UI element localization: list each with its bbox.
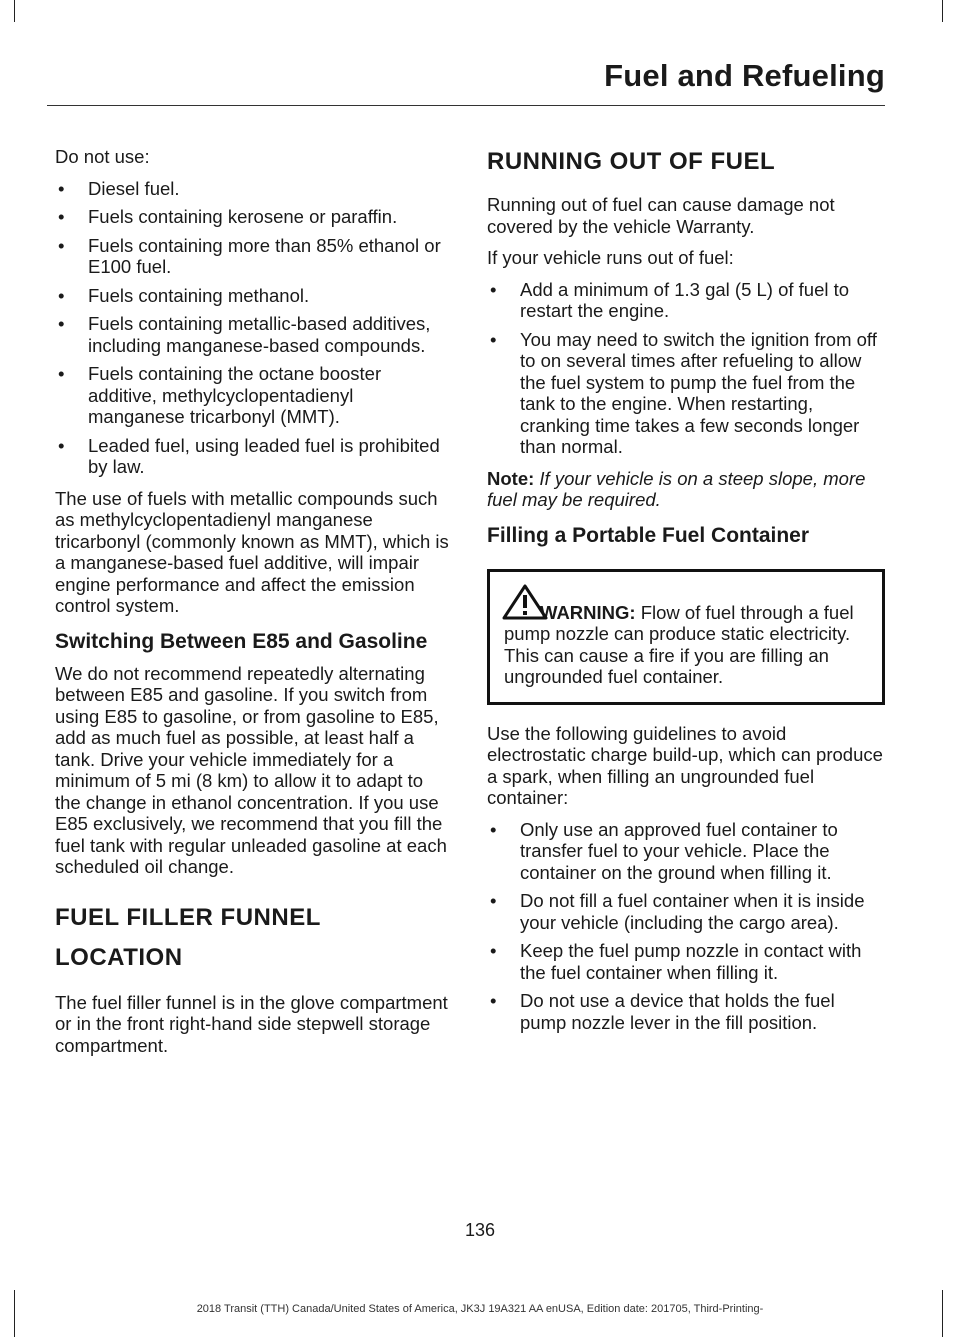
list-item: • Only use an approved fuel container to transfer fuel to your vehicle. Place the container on the ground when filling it.: [490, 818, 838, 883]
bullet-icon: •: [490, 328, 497, 350]
switching-e85-heading: Switching Between E85 and Gasoline: [55, 629, 428, 653]
header-rule: [47, 105, 885, 106]
list-item: • Fuels containing the octane booster additive, methylcyclopentadienyl manganese tricarbonyl (MMT).: [58, 363, 382, 427]
intro-text: Do not use:: [55, 146, 150, 167]
fuel-filler-funnel-heading: FUEL FILLER FUNNEL: [55, 903, 321, 931]
portable-container-heading: Filling a Portable Fuel Container: [487, 523, 810, 547]
guidelines-paragraph: Use the following guidelines to avoid electrostatic charge build-up, which can produce a spark, when filling an ungrounded fuel container:: [487, 722, 883, 808]
list-item: • Diesel fuel.: [58, 177, 180, 199]
list-item: • You may need to switch the ignition from off to on several times after refueling to allow the fuel system to pump the fuel from the tank to the engine. When restarting, cranking time takes a few seconds longer than normal.: [490, 328, 877, 457]
page-footer: 2018 Transit (TTH) Canada/United States of America, JK3J 19A321 AA enUSA, Edition date: 201705, Third-Printing-: [196, 1303, 764, 1315]
steep-slope-note: Note: If your vehicle is on a steep slope, more fuel may be required.: [487, 467, 866, 510]
running-out-heading: RUNNING OUT OF FUEL: [487, 148, 776, 175]
bullet-icon: •: [490, 940, 497, 961]
list-item: • Fuels containing more than 85% ethanol or E100 fuel.: [58, 234, 441, 277]
bullet-icon: •: [490, 890, 497, 911]
runs-out-list: [487, 279, 885, 458]
bullet-icon: •: [490, 990, 497, 1011]
crop-mark-top-right: [942, 0, 943, 22]
list-item: • Keep the fuel pump nozzle in contact with the fuel container when filling it.: [490, 940, 862, 983]
bullet-icon: •: [490, 818, 497, 840]
metallic-compounds-paragraph: The use of fuels with metallic compounds such as methylcyclopentadienyl manganese tricarbonyl (commonly known as MMT), which is a manganese-based fuel additive, will impair engine performance and affect the emission control system.: [55, 487, 449, 616]
page-number: 136: [464, 1220, 496, 1240]
list-item: • Leaded fuel, using leaded fuel is prohibited by law.: [58, 434, 440, 477]
bullet-icon: •: [58, 177, 65, 199]
list-item: • Fuels containing kerosene or paraffin.: [58, 206, 398, 227]
switching-e85-paragraph: We do not recommend repeatedly alternating between E85 and gasoline. If you switch from using E85 to gasoline, or from gasoline to E85, add as much fuel as possible, at least half a tank. Drive your vehicle immediately for a minimum of 5 mi (8 km) to allow it to adapt to the change in ethanol concentration. If you use E85 exclusively, we recommend that you fill the fuel tank with regular unleaded gasoline at each scheduled oil change.: [55, 662, 447, 877]
warning-triangle-icon: [502, 584, 548, 620]
bullet-icon: •: [58, 313, 65, 334]
list-item: • Add a minimum of 1.3 gal (5 L) of fuel to restart the engine.: [490, 278, 850, 321]
do-not-use-list: [55, 178, 450, 478]
bullet-icon: •: [58, 234, 65, 256]
bullet-icon: •: [58, 434, 65, 456]
left-column: [55, 146, 450, 1066]
bullet-icon: •: [58, 284, 65, 306]
bullet-icon: •: [490, 278, 497, 300]
guidelines-list: [487, 819, 885, 1034]
running-out-paragraph: Running out of fuel can cause damage not covered by the vehicle Warranty.: [487, 194, 835, 237]
runs-out-intro: If your vehicle runs out of fuel:: [487, 247, 734, 268]
warning-text: WARNING: Flow of fuel through a fuel pump nozzle can produce static electricity. This can cause a fire if you are filling an ungrounded fuel container.: [504, 601, 854, 687]
bullet-icon: •: [58, 206, 65, 227]
warning-box: [487, 569, 885, 705]
list-item: • Do not use a device that holds the fuel pump nozzle lever in the fill position.: [490, 990, 835, 1033]
crop-mark-top-left: [14, 0, 15, 22]
list-item: • Do not fill a fuel container when it is inside your vehicle (including the cargo area).: [490, 890, 865, 933]
funnel-location-paragraph: The fuel filler funnel is in the glove compartment or in the front right-hand side stepwell storage compartment.: [55, 991, 448, 1056]
fuel-filler-funnel-heading-line2: LOCATION: [55, 943, 183, 971]
bullet-icon: •: [58, 363, 65, 384]
page-header-title: Fuel and Refueling: [604, 58, 885, 93]
list-item: • Fuels containing metallic-based additives, including manganese-based compounds.: [58, 313, 431, 356]
right-column: [487, 146, 885, 1043]
list-item: • Fuels containing methanol.: [58, 284, 310, 306]
